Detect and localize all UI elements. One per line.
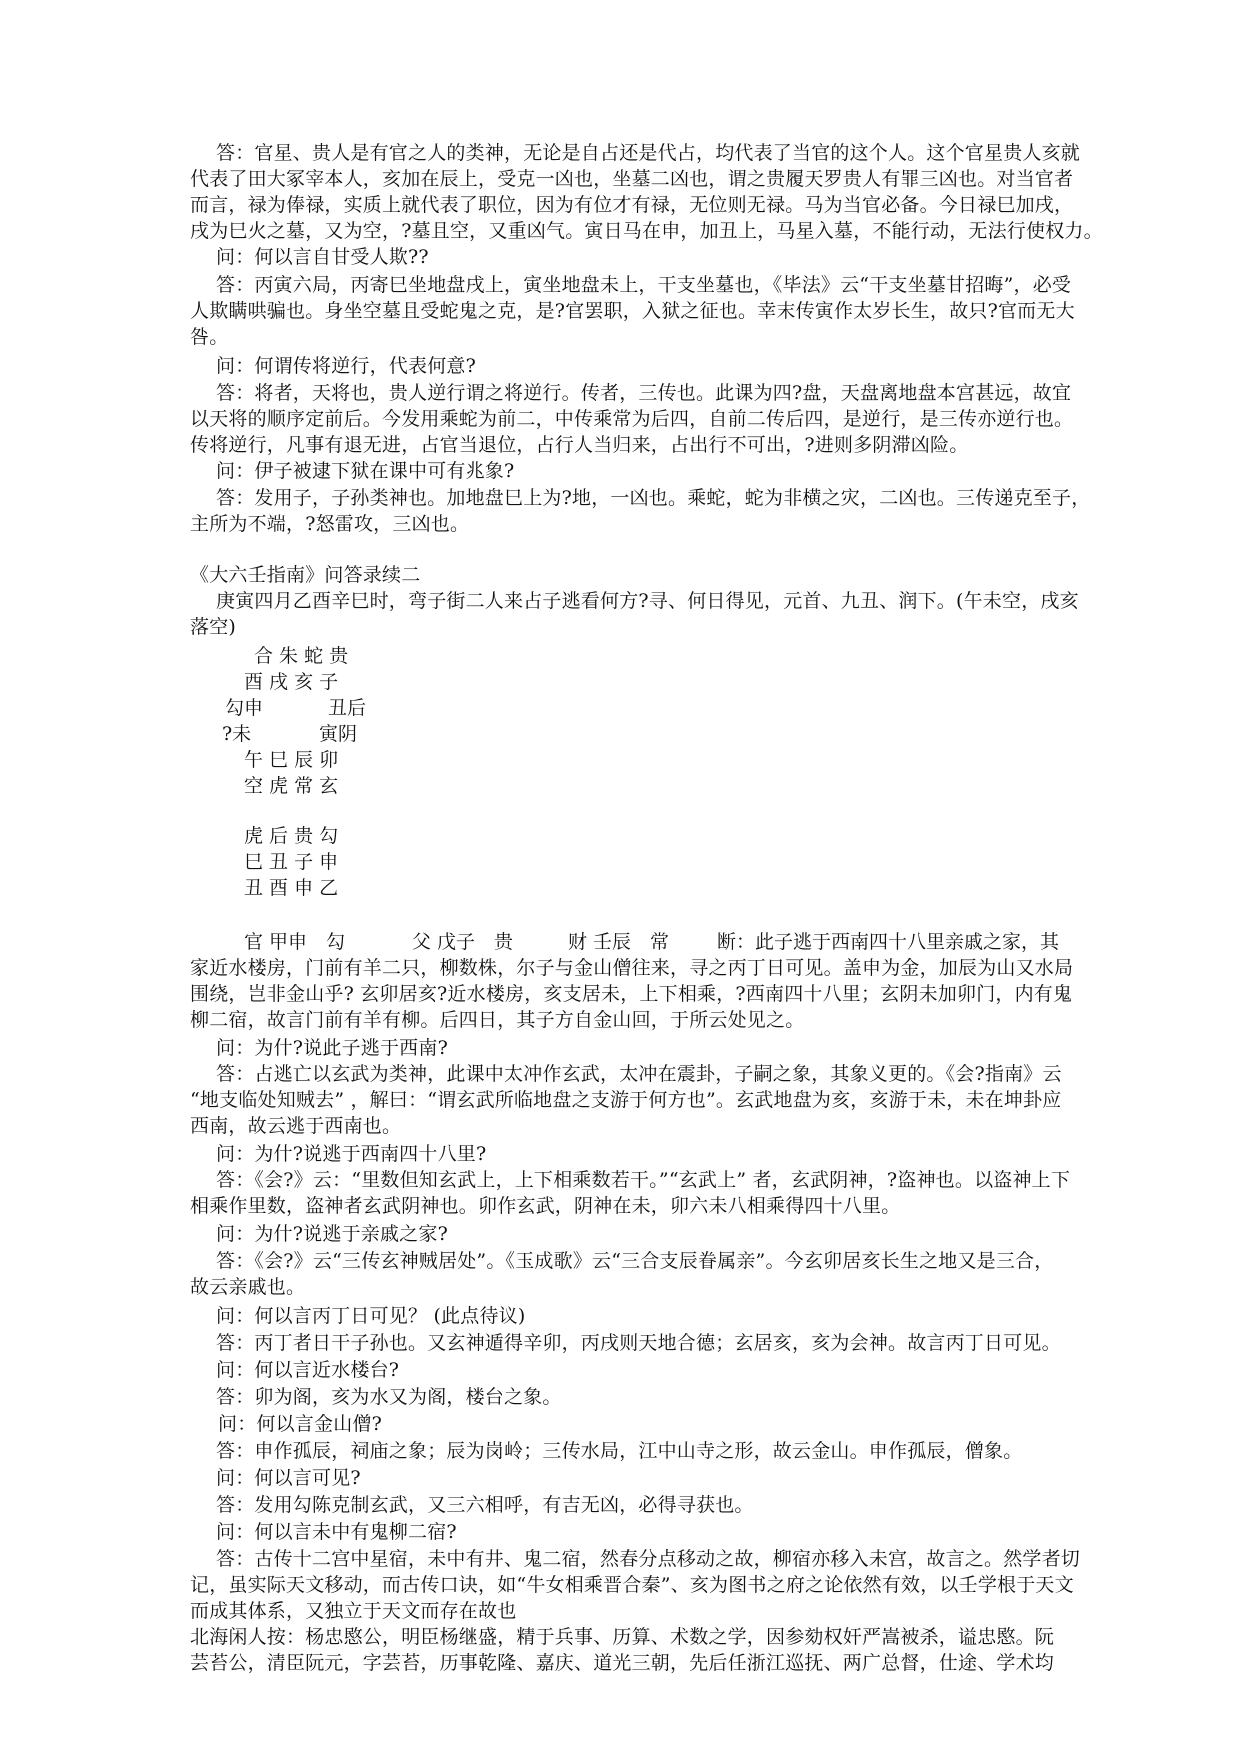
question-line: 问：何以言丙丁日可见？ (此点待议) — [216, 1305, 526, 1327]
question-line: 问：何以言金山僧? — [218, 1413, 382, 1435]
duan-text: 断：此子逃于西南四十八里亲戚之家，其 — [717, 931, 1060, 953]
text-line: 故云亲戚也。 — [190, 1276, 306, 1298]
text-line: 咎。 — [190, 326, 229, 348]
text-line: 答：古传十二宫中星宿，未中有井、鬼二宿，然春分点移动之故，柳宿亦移入未宫，故言之。然学者切 — [216, 1548, 1081, 1570]
chart-cell: 勾申 — [225, 697, 264, 719]
sanchuan-item: 官 甲申 勾 — [244, 931, 346, 953]
text-line: 答：卯为阁，亥为水又为阁，楼台之象。 — [216, 1386, 562, 1408]
text-line: 主所为不端，?怒雷攻，三凶也。 — [190, 513, 470, 535]
chart-cell: 寅阴 — [319, 723, 358, 745]
chart-row: 空 虎 常 玄 — [244, 775, 339, 797]
question-line: 问：何以言近水楼台? — [216, 1359, 400, 1381]
text-line: 而成其体系，又独立于天文而存在故也 — [190, 1600, 517, 1622]
chart-row: 午 巳 辰 卯 — [244, 749, 339, 771]
text-line: “地支临处知贼去” ，解曰：“谓玄武所临地盘之支游于何方也”。玄武地盘为亥，亥游于未，未在坤卦应 — [190, 1089, 1062, 1111]
question-line: 问：伊子被逮下狱在课中可有兆象? — [216, 460, 515, 482]
text-line: 庚寅四月乙酉辛巳时，弯子街二人来占子逃看何方?寻、何日得见，元首、九丑、润下。(午未空，戌亥 — [216, 590, 1079, 612]
question-line: 问：何以言自甘受人欺?? — [216, 246, 429, 268]
question-line: 问：为什?说逃于西南四十八里? — [216, 1143, 487, 1165]
text-line: 答：丙寅六局，丙寄巳坐地盘戌上，寅坐地盘未上，干支坐墓也，《毕法》云“干支坐墓甘招晦”，必受 — [216, 274, 1072, 296]
text-line: 答：申作孤辰，祠庙之象；辰为岗岭；三传水局，江中山寺之形，故云金山。申作孤辰，僧象。 — [216, 1440, 1023, 1462]
text-line: 以天将的顺序定前后。今发用乘蛇为前二，中传乘常为后四，自前二传后四，是逆行，是三传亦逆行也。 — [190, 408, 1074, 430]
sike-row: 丑 酉 申 乙 — [244, 877, 339, 899]
text-line: 答：发用勾陈克制玄武，又三六相呼，有吉无凶，必得寻获也。 — [216, 1494, 754, 1516]
question-line: 问：何谓传将逆行，代表何意? — [216, 355, 476, 377]
text-line: 芸苔公，清臣阮元，字芸苔，历事乾隆、嘉庆、道光三朝，先后任浙江巡抚、两广总督，仕途、学术均 — [190, 1652, 1055, 1674]
text-line: 西南，故云逃于西南也。 — [190, 1115, 402, 1137]
text-line: 传将逆行，凡事有退无进，占官当退位，占行人当归来，占出行不可出，?进则多阴滞凶险。 — [190, 434, 969, 456]
question-line: 问：何以言可见? — [216, 1467, 361, 1489]
section-title: 《大六壬指南》问答录续二 — [190, 564, 421, 586]
sike-row: 巳 丑 子 申 — [244, 851, 339, 873]
sanchuan-item: 父 戊子 贵 — [412, 931, 514, 953]
text-line: 人欺瞒哄骗也。身坐空墓且受蛇鬼之克，是?官罢职，入狱之征也。幸末传寅作太岁长生，故只?官而无大 — [190, 300, 1075, 322]
text-line: 而言，禄为俸禄，实质上就代表了职位，因为有位才有禄，无位则无禄。马为当官必备。今日禄巳加戌， — [190, 194, 1074, 216]
question-line: 问：为什?说逃于亲戚之家? — [216, 1223, 448, 1245]
text-line: 答：发用子，子孙类神也。加地盘巳上为?地，一凶也。乘蛇，蛇为非横之灾，二凶也。三传递克至子， — [216, 487, 1091, 509]
text-line: 围绕，岂非金山乎? 玄卯居亥?近水楼房，亥支居未，上下相乘，?西南四十八里；玄阴未加卯门，内有鬼 — [190, 983, 1073, 1005]
sike-row: 虎 后 贵 勾 — [244, 825, 339, 847]
question-line: 问：为什?说此子逃于西南? — [216, 1037, 448, 1059]
text-line: 家近水楼房，门前有羊二只，柳数株，尔子与金山僧往来，寻之丙丁日可见。盖申为金，加辰为山又水局 — [190, 957, 1074, 979]
text-line: 北海闲人按：杨忠愍公，明臣杨继盛，精于兵事、历算、术数之学，因参劾权奸严嵩被杀，谥忠愍。阮 — [190, 1626, 1055, 1648]
text-line: 代表了田大冢宰本人，亥加在辰上，受克一凶也，坐墓二凶也，谓之贵履天罗贵人有罪三凶也。对当官者 — [190, 168, 1074, 190]
text-line: 答：占逃亡以玄武为类神，此课中太冲作玄武，太冲在震卦，子嗣之象，其象义更的。《会?指南》云 — [216, 1063, 1062, 1085]
chart-cell: ?未 — [222, 723, 252, 745]
text-line: 答：将者，天将也，贵人逆行谓之将逆行。传者，三传也。此课为四?盘，天盘离地盘本宫甚远，故宜 — [216, 382, 1072, 404]
text-line: 相乘作里数，盗神者玄武阴神也。卯作玄武，阴神在未，卯六未八相乘得四十八里。 — [190, 1195, 901, 1217]
chart-row: 合 朱 蛇 贵 — [254, 645, 349, 667]
chart-row: 酉 戌 亥 子 — [244, 671, 339, 693]
text-line: 答：官星、贵人是有官之人的类神，无论是自占还是代占，均代表了当官的这个人。这个官星贵人亥就 — [216, 142, 1081, 164]
text-line: 答：《会?》云“三传玄神贼居处”。《玉成歌》云“三合支辰眷属亲”。今玄卯居亥长生之地又是三合， — [216, 1250, 1054, 1272]
text-line: 记，虽实际天文移动，而古传口诀，如“牛女相乘晋合秦”、亥为图书之府之论依然有效，以壬学根于天文 — [190, 1574, 1074, 1596]
text-line: 柳二宿，故言门前有羊有柳。后四日，其子方自金山回，于所云处见之。 — [190, 1009, 805, 1031]
question-line: 问：何以言未中有鬼柳二宿? — [216, 1521, 457, 1543]
text-line: 戌为巳火之墓，又为空，?墓且空，又重凶气。寅日马在申，加丑上，马星入墓，不能行动，无法行使权力。 — [190, 220, 1103, 242]
text-line: 答：《会?》云：“里数但知玄武上，上下相乘数若干。”“玄武上” 者，玄武阴神，?盗神也。以盗神上下 — [216, 1169, 1071, 1191]
chart-cell: 丑后 — [328, 697, 367, 719]
text-line: 答：丙丁者日干子孙也。又玄神遁得辛卯，丙戌则天地合德；玄居亥，亥为会神。故言丙丁日可见。 — [216, 1332, 1061, 1354]
text-line: 落空) — [190, 616, 237, 638]
sanchuan-item: 财 壬辰 常 — [568, 931, 670, 953]
